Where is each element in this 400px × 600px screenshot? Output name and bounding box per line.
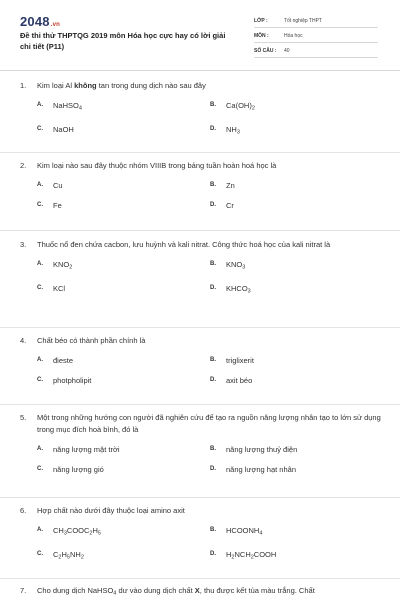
option-d[interactable]: D. năng lượng hạt nhân [210,465,296,474]
option-text: đieste [53,356,74,365]
meta-value: Tốt nghiệp THPT [284,17,322,24]
meta-value: 40 [284,47,290,54]
question-text: Cho dung dịch NaHSO$_4$ dư vào dung dịch chất X, thu được kết tủa màu trắng. Chất [37,586,315,597]
option-b[interactable]: B. Zn [210,181,235,190]
header [0,0,400,72]
option-a[interactable]: A. Cu [37,181,63,190]
meta-key: SỐ CÂU : [254,47,277,54]
question-divider [0,230,400,231]
options [37,525,382,563]
option-b[interactable]: B. $Ca(OH)_2$ [210,100,383,115]
option-text: $CH_3COOC_2H_5$ [53,526,101,537]
option-d[interactable]: D. $H_2NCH_2COOH$ [210,549,383,564]
option-a[interactable]: A. $KNO_2$ [37,259,210,274]
question-divider [0,404,400,405]
question-text: Chất béo có thành phần chính là [37,336,146,345]
option-a[interactable]: A. năng lượng mặt trời [37,445,120,454]
question-number: 4. [20,336,27,345]
option-text: triglixerit [226,356,254,365]
question-text: Thuốc nổ đen chứa cacbon, lưu huỳnh và kali nitrat. Công thức hoá học của kali nitrat là [37,240,331,249]
option-a[interactable]: A. đieste [37,356,74,365]
option-text: năng lượng gió [53,465,104,474]
logo-suffix: .vn [50,22,61,28]
options [37,180,382,211]
question-divider [0,327,400,328]
option-b[interactable]: B. triglixerit [210,356,254,365]
question-number: 2. [20,161,27,170]
question-3 [20,239,382,297]
question-emphasis: không [74,81,97,90]
option-c[interactable]: C. photpholipit [37,376,92,385]
question-6 [20,505,382,563]
option-text: Cu [53,181,63,190]
options [37,259,382,297]
question-number: 3. [20,240,27,249]
document-title: Đề thi thử THPTQG 2019 môn Hóa học cực hay có lời giải chi tiết (P11) [20,31,226,51]
question-divider [0,578,400,579]
option-text: Zn [226,181,235,190]
question-number: 1. [20,81,27,90]
option-b[interactable]: B. năng lượng thuỷ điện [210,445,298,454]
question-1 [20,80,382,138]
meta-row-subject [254,29,378,43]
options [37,444,382,475]
meta-row-count [254,44,378,58]
option-d[interactable]: D. $KHCO_3$ [210,283,383,298]
option-d[interactable]: D. $NH_3$ [210,124,383,139]
option-text: năng lượng hạt nhân [226,465,296,474]
question-text: Hợp chất nào dưới đây thuộc loại amino axit [37,506,185,515]
option-text: Fe [53,201,62,210]
option-text: $HCOONH_4$ [226,526,263,537]
options [37,100,382,138]
site-logo[interactable] [20,14,60,29]
option-c[interactable]: C. năng lượng gió [37,465,104,474]
option-text: năng lượng mặt trời [53,445,120,454]
meta-row-class [254,14,378,28]
meta-key: MÔN : [254,32,269,39]
option-text: $Ca(OH)_2$ [226,101,255,112]
option-d[interactable]: D. axit béo [210,376,253,385]
option-c[interactable]: C. $C_2H_5NH_2$ [37,549,210,564]
header-divider [0,70,400,71]
option-text: Cr [226,201,234,210]
option-a[interactable]: A. $CH_3COOC_2H_5$ [37,525,210,540]
option-text: $KNO_3$ [226,260,246,271]
option-text: KCl [53,283,66,293]
option-text: photpholipit [53,376,92,385]
options [37,355,382,386]
meta-info [254,14,378,59]
option-d[interactable]: D. Cr [210,201,234,210]
question-2 [20,160,382,211]
option-text: NaOH [53,124,74,134]
question-divider [0,152,400,153]
meta-value: Hóa học [284,32,303,39]
option-b[interactable]: B. $HCOONH_4$ [210,525,383,540]
question-number: 5. [20,413,27,422]
option-text: NaHSO$_4$ [53,101,82,112]
option-text: $H_2NCH_2COOH$ [226,549,277,560]
option-c[interactable]: C. KCl [37,283,210,298]
question-4 [20,335,382,386]
question-text: Kim loại Al không tan trong dung dịch nào sau đây [37,81,206,90]
option-c[interactable]: C. NaOH [37,124,210,139]
question-5 [20,412,382,475]
option-text: $KHCO_3$ [226,283,251,294]
question-number: 7. [20,586,27,595]
option-text: năng lượng thuỷ điện [226,445,298,454]
question-7 [20,585,382,600]
option-c[interactable]: C. Fe [37,201,62,210]
meta-key: LỚP : [254,17,268,24]
option-text: axit béo [226,376,253,385]
question-text: Kim loại nào sau đây thuộc nhóm VIIIB trong bảng tuần hoàn hoá học là [37,161,277,170]
option-text: $KNO_2$ [53,260,73,271]
logo-text: 2048 [20,14,50,29]
option-text: $NH_3$ [226,124,240,135]
option-b[interactable]: B. $KNO_3$ [210,259,383,274]
option-text: $C_2H_5NH_2$ [53,549,84,560]
question-text: Một trong những hướng con người đã nghiên cứu để tạo ra nguồn năng lượng nhân tạo to lớn sử dụng trong mục đích hoà bình, đó là [37,413,381,434]
question-number: 6. [20,506,27,515]
question-divider [0,497,400,498]
option-a[interactable]: A. NaHSO$_4$ [37,100,210,115]
